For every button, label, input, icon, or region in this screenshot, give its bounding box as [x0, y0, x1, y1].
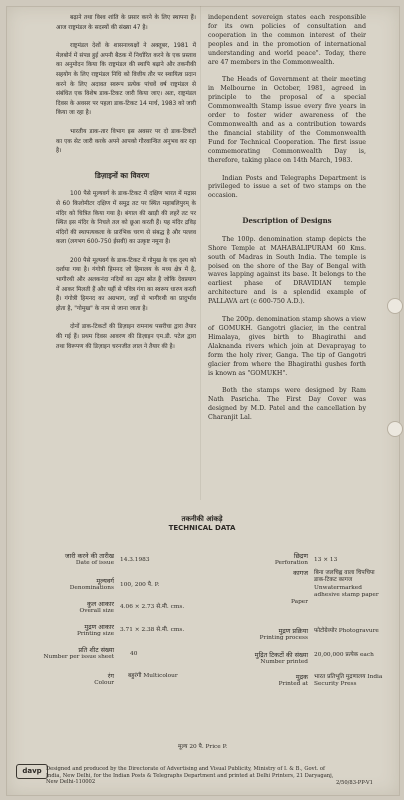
- technical-title-hindi: तकनीकी आंकड़े: [181, 515, 223, 523]
- technical-title-english: TECHNICAL DATA: [168, 524, 236, 532]
- hindi-intro-para-2: राष्ट्रमंडल देशों के शासनाध्यक्षों ने अक्तूबर, 1981 में मेलबोर्न में संपन्न हुई अपनी बैठक में निर्धारित करने के एक प्रस्ताव का अनुमोदन किया कि राष्ट्रमंडल की स्थापि बढ़ाने और तकनीकी सहयोग के लिए राष्ट्रमंडल निधि को वित्तीय तौर पर स्थायित्व प्रदान करने के लिए अदावत स्वरूप प्रत्येक पांचवें वर्ष राष्ट्रमंडल से संबंधित एक विशेष डाक-टिकट जारी किया जाए। अतः, राष्ट्रमंडल दिवस के अवसर पर पहला डाक-टिकट 14 मार्च, 1983 को जारी किया जा रहा है।: [56, 43, 196, 117]
- tech-value-printed-at: भारत प्रतिभूति मुद्रणालय India Security Press: [314, 674, 383, 688]
- english-design-heading: Description of Designs: [242, 216, 332, 226]
- footer-credits: Designed and produced by the Directorate of Advertising and Visual Publicity, Ministry of I. & B., Govt. of India, New Delhi, for the Indian Posts & Telegraphs Department and printed at Delhi Printers, 21 Daryaganj, New Delhi-110002: [46, 766, 334, 786]
- hindi-column: [56, 14, 196, 361]
- tech-value-denominations: 100, 200 पै. P.: [120, 582, 160, 588]
- hindi-design-para-1: 100 पैसे मूल्यवर्ग के डाक-टिकट में दक्षिण भारत में मद्रास से 60 किलोमीटर दक्षिण में समुद्र तट पर स्थित महाबलिपुरम् के मंदिर को चित्रित किया गया है। बंगाल की खाड़ी की लहरें तट पर स्थित इस मंदिर के निचले तल को छूआ करती हैं। यह मंदिर द्रविड़ मंदिरों की स्थापत्यकला के प्रारंभिक चरण से संबद्ध है और पल्लव कला (लगभग 600-750 ईसवी) का उत्कृष्ट नमूना है।: [56, 191, 196, 246]
- tech-label-printed-at: मुद्रक Printed at: [278, 673, 308, 688]
- english-design-para-2: The 200p. denomination stamp shows a view of GOMUKH. Gangotri glacier, in the central Himalaya, gives birth to Bhagirathi and Alaknanda rivers which join at Devaprayag to form the holy river, Ganga. The tip of Gangotri glacier from where the Bhagirathi gushes forth is known as "GOMUKH".: [208, 316, 366, 377]
- hindi-intro-para-1: बढ़ाने तथा विश्व शांति के प्रसार करने के लिए स्थापना हैं। आज राष्ट्रमंडल के सदस्यों की संख्या 47 है।: [56, 15, 196, 31]
- technical-data-section: [0, 515, 404, 533]
- tech-value-overall-size: 4.06 × 2.73 से.मी. cms.: [120, 604, 185, 610]
- print-code: 2/50/83-PP-V1: [336, 780, 373, 786]
- tech-label-printing-process: मुद्रण प्रक्रिया Printing process: [259, 627, 308, 642]
- tech-value-paper: बिना जलचिह्न वाला चिपचिपा डाक-टिकट कागज Unwatermarked adhesive stamp paper: [314, 570, 379, 599]
- tech-value-printing-size: 3.71 × 2.38 से.मी. cms.: [120, 627, 185, 633]
- hindi-design-para-3: दोनों डाक-टिकटों की डिज़ाइन रामनाथ पसरीचा द्वारा तैयार की गई हैं। प्रथम दिवस आवरण की डिज़ाइन एम.डी. पटेल द्वारा तथा विरूपण की डिज़ाइन चरनजीत लाल ने तैयार की है।: [56, 324, 196, 350]
- english-design-para-3: Both the stamps were designed by Ram Nath Pasricha. The First Day Cover was designed by M.D. Patel and the cancellation by Charanjit Lal.: [208, 387, 366, 422]
- tech-value-number-printed: 20,00,000 प्रत्येक each: [314, 652, 374, 658]
- tech-label-paper: कागज Paper: [290, 569, 308, 606]
- tech-label-printing-size: मुद्रण आकार Printing size: [76, 623, 114, 638]
- price-label: मूल्य 20 पै. Price P.: [178, 744, 228, 750]
- english-intro-para-1: independent sovereign states each responsible for its own policies of consultation and cooperation in the common interest of their peoples and in the promotion of international understanding and world peace". Today, there are 47 members in the Commonwealth.: [208, 14, 366, 66]
- english-design-para-1: The 100p. denomination stamp depicts the Shore Temple at MAHABALIPURAM 60 Kms. south of Madras in South India. The temple is poised on the shore of the Bay of Bengal with waves lapping against its base. It belongs to the earliest phase of DRAVIDIAN temple architecture and is a splendid example of PALLAVA art (c 600-750 A.D.).: [208, 235, 366, 306]
- hindi-design-heading: डिज़ाइनों का विवरण: [94, 170, 150, 180]
- tech-label-date: जारी करने की तारीख Date of issue: [64, 552, 114, 567]
- tech-label-overall-size: कुल आकार Overall size: [79, 600, 114, 615]
- punch-hole-top: [387, 298, 403, 314]
- tech-value-colour: बहुरंगी Multicolour: [128, 673, 178, 679]
- hindi-intro-para-3: भारतीय डाक-तार विभाग इस अवसर पर दो डाक-टिकटों का एक सेट जारी करके अपने आपको गौरवान्वित अनुभव कर रहा है।: [56, 128, 196, 155]
- english-column: [208, 14, 366, 432]
- tech-value-number-per-sheet: 40: [130, 651, 138, 657]
- tech-value-date: 14.3.1983: [120, 557, 150, 563]
- tech-value-perforation: 13 × 13: [314, 557, 338, 563]
- tech-label-colour: रंग Colour: [94, 672, 114, 687]
- tech-label-number-printed: मुद्रित टिकटों की संख्या Number printed: [254, 651, 308, 666]
- english-intro-para-2: The Heads of Government at their meeting in Melbourne in October, 1981, agreed in principle to the proposal of a special Commonwealth Stamp issue every five years in order to foster wider awareness of the Commonwealth and as a contribution towards the financial stability of the Commonwealth Fund for Technical Cooperation. The first issue commemorating Commonwealth Day is, therefore, taking place on 14th March, 1983.: [208, 76, 366, 164]
- tech-label-perforation: छिद्रण Perforation: [274, 552, 308, 567]
- tech-label-number-per-sheet: प्रति शीट संख्या Number per issue sheet: [43, 646, 114, 661]
- english-intro-para-3: Indian Posts and Telegraphs Department is privileged to issue a set of two stamps on the occasion.: [208, 174, 366, 200]
- hindi-design-para-2: 200 पैसे मूल्यवर्ग के डाक-टिकट में गोमुख के एक दृश्य को दर्शाया गया है। गंगोत्री हिमनद जो हिमालय के मध्य क्षेत्र में है, भागीरथी और अलकनंदा नदियों का उद्गम स्रोत है जोकि देवप्रयाग में आकर मिलती हैं और यहीं से पवित्र गंगा का स्वरूप धारण करती हैं। गंगोत्री हिमनद का अग्रभाग, जहाँ से भागीरथी का प्रादुर्भाव होता है, "गोमुख" के नाम से जाना जाता है।: [56, 257, 196, 312]
- fold-crease: [200, 6, 201, 500]
- davp-logo: davp: [16, 764, 48, 779]
- punch-hole-bottom: [387, 421, 403, 437]
- tech-value-printing-process: फोटोग्रेव्योर Photogravure: [314, 628, 379, 634]
- tech-label-denominations: मूल्यवर्ग Denominations: [69, 577, 114, 592]
